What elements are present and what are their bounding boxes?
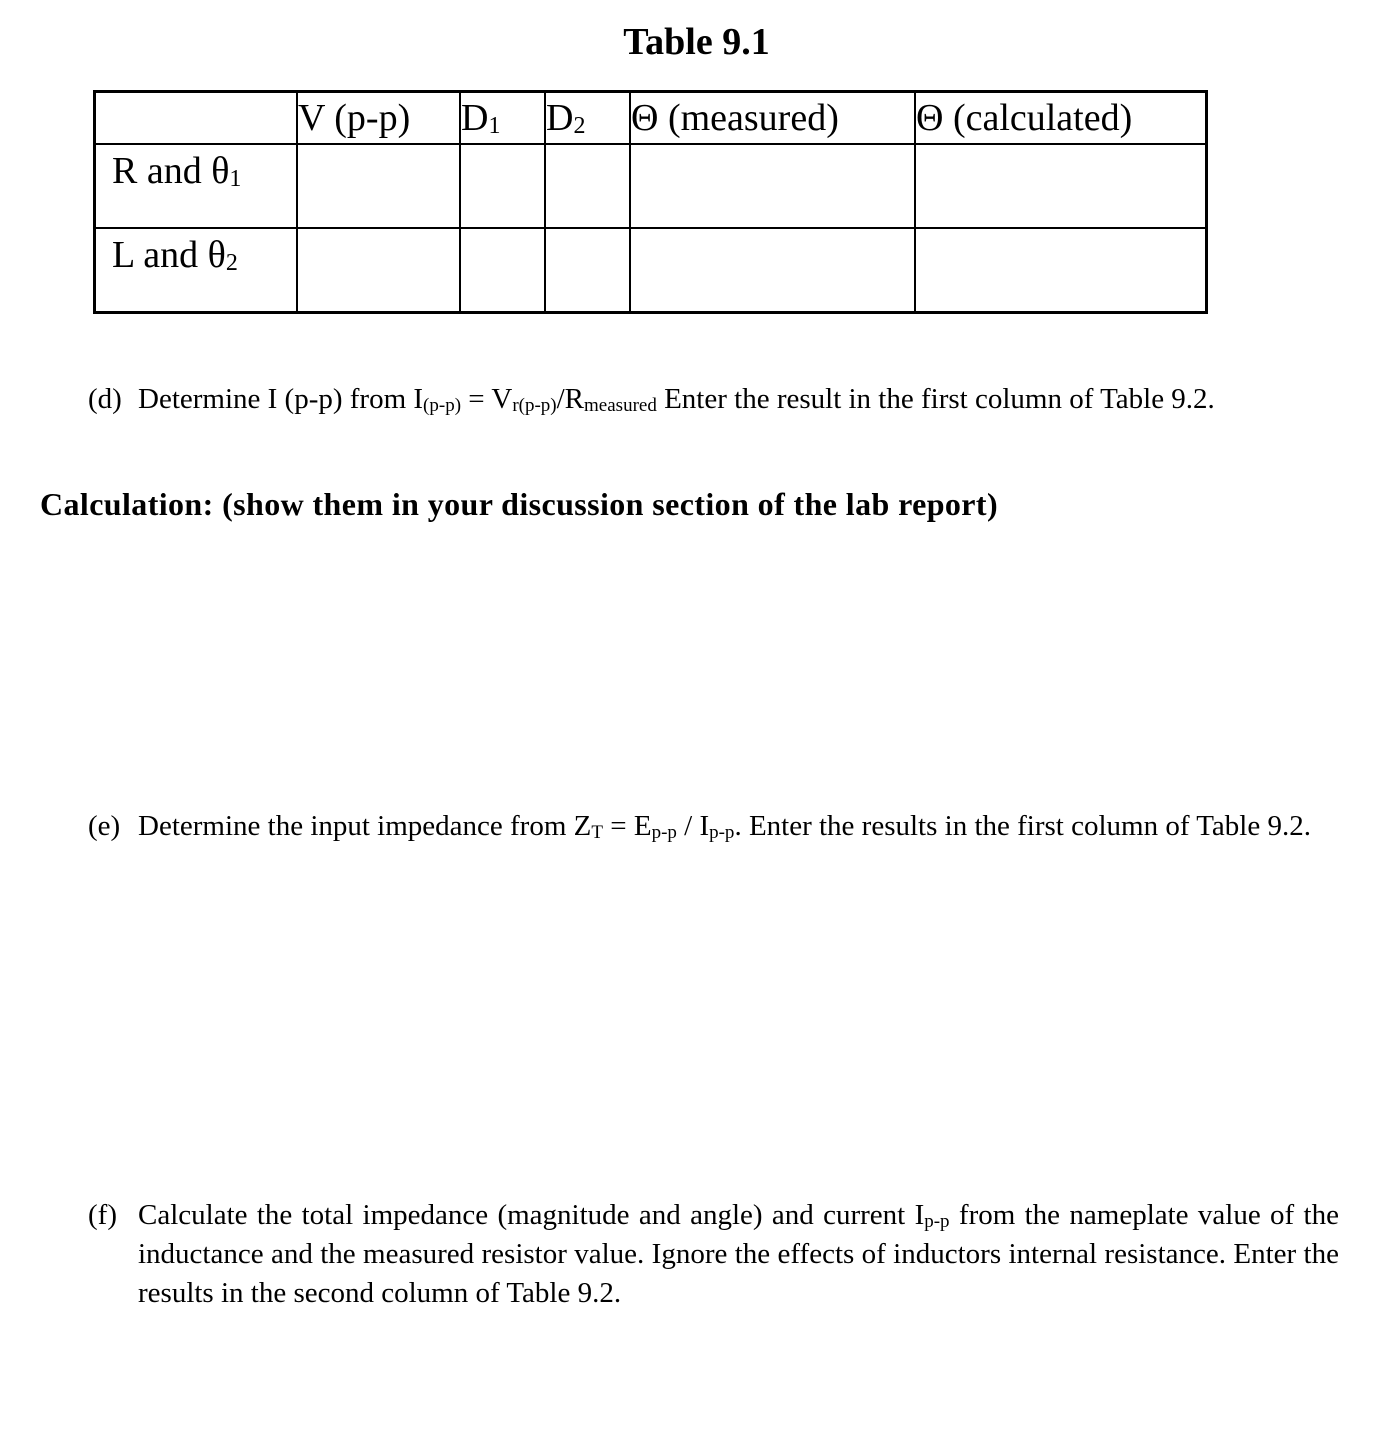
header-d1: $D_1$ [460, 92, 545, 145]
header-v-pp: V (p-p) [297, 92, 460, 145]
cell-l-d1[interactable] [460, 228, 545, 313]
step-f-label: (f) [88, 1199, 117, 1231]
cell-l-v-pp[interactable] [297, 228, 460, 313]
cell-r-d1[interactable] [460, 144, 545, 228]
step-e-label: (e) [88, 810, 121, 842]
cell-l-theta-calculated[interactable] [915, 228, 1207, 313]
header-empty-cell [95, 92, 298, 145]
cell-r-v-pp[interactable] [297, 144, 460, 228]
row-label-l-theta2: L and $\theta_2$ [95, 228, 298, 313]
table-title: Table 9.1 [623, 21, 770, 63]
data-table [93, 90, 1208, 314]
step-e [88, 807, 1339, 846]
header-theta-calculated: Θ (calculated) [915, 92, 1207, 145]
header-theta-measured: Θ (measured) [630, 92, 915, 145]
table-row-l [95, 228, 1207, 313]
cell-r-d2[interactable] [545, 144, 630, 228]
row-label-r-theta1: R and $\theta_1$ [95, 144, 298, 228]
table-header-row [95, 92, 1207, 145]
cell-r-theta-calculated[interactable] [915, 144, 1207, 228]
step-d [88, 380, 1339, 419]
cell-l-theta-measured[interactable] [630, 228, 915, 313]
step-d-text: Determine I (p-p) from $I_{(p-p)} = V_{r(p-p)}/R_{measured}$ Enter the result in the first column of Table 9.2. [138, 383, 1215, 416]
step-f-text: Calculate the total impedance (magnitude and angle) and current $I_{p-p}$ from the nameplate value of the inductance and the measured resistor value. Ignore the effects of inductors internal resistance. Enter the results in the second column of Table 9.2. [138, 1199, 1339, 1309]
step-d-label: (d) [88, 383, 122, 415]
step-f [88, 1196, 1339, 1313]
table-row-r [95, 144, 1207, 228]
cell-l-d2[interactable] [545, 228, 630, 313]
cell-r-theta-measured[interactable] [630, 144, 915, 228]
calculation-heading: Calculation: (show them in your discussion section of the lab report) [40, 486, 999, 522]
header-d2: $D_2$ [545, 92, 630, 145]
step-e-text: Determine the input impedance from $Z_T = E_{p-p} / I_{p-p}$. Enter the results in the first column of Table 9.2. [138, 810, 1311, 843]
